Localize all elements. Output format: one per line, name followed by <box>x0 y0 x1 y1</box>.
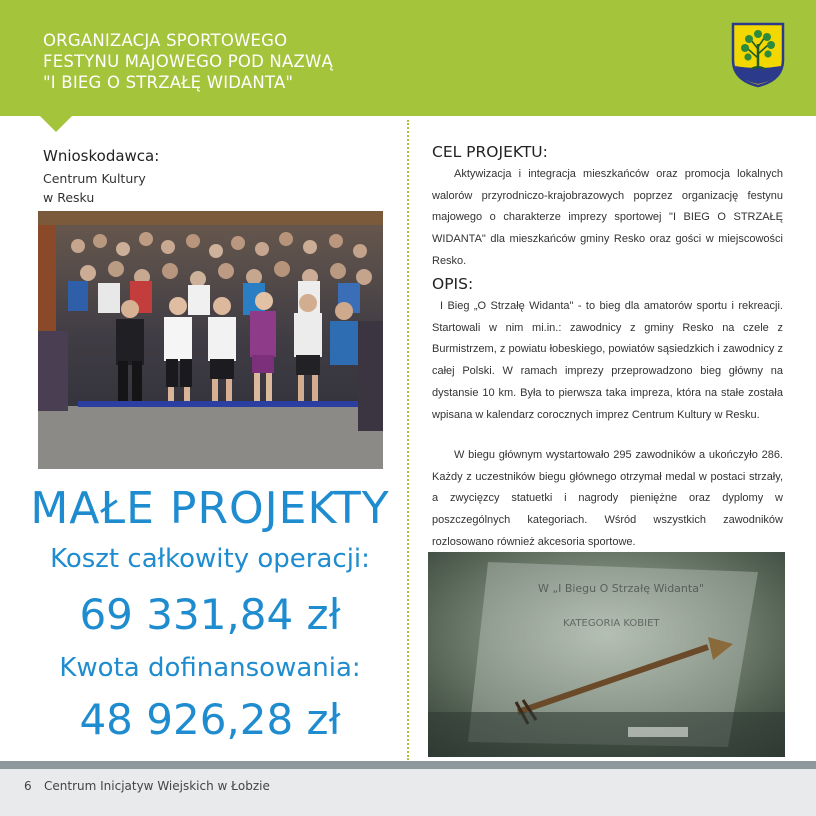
header-pointer <box>40 116 72 132</box>
applicant-label: Wnioskodawca: <box>43 147 160 165</box>
trophy-caption: W „I Biegu O Strzałę Widanta" <box>538 582 705 595</box>
grant-amount-value: 48 926,28 zł <box>79 695 341 744</box>
grant-amount-label: Kwota dofinansowania: <box>59 653 361 683</box>
footer-band <box>0 761 816 769</box>
page-title: ORGANIZACJA SPORTOWEGO FESTYNU MAJOWEGO POD NAZWĄ "I BIEG O STRZAŁĘ WIDANTA" <box>43 31 333 92</box>
goal-text: Aktywizacja i integracja mieszkańców oraz promocja lokalnych walorów przyrodniczo-krajobrazowych poprzez organizację festynu majowego o charakterze imprezy sportowej "I BIEG O STRZAŁĘ WIDANTA" dla mieszkańców gminy Resko oraz gości w miejscowości Resko. <box>432 168 783 267</box>
coat-of-arms-tree-icon <box>731 22 785 88</box>
applicant-name: Centrum Kultury w Resku <box>43 171 146 205</box>
description-paragraph-2: W biegu głównym wystartowało 295 zawodników a ukończyło 286. Każdy z uczestników biegu głównego otrzymał medal w postaci strzały, a zwycięzcy statuetki i nagrody pieniężne oraz dyplomy w poszczególnych kategoriach. Wśród wszystkich zawodników rozlosowano również akcesoria sportowe. <box>432 449 783 548</box>
program-title: MAŁE PROJEKTY <box>30 483 390 534</box>
header-banner <box>0 0 816 116</box>
trophy-category: KATEGORIA KOBIET <box>563 618 660 629</box>
trophy-photo <box>428 552 785 757</box>
description-paragraph-1: I Bieg „O Strzałę Widanta" - to bieg dla amatorów sportu i rekreacji. Startowali w nim mi.in.: zawodnicy z gminy Resko na czele z Burmistrzem, z powiatu łobeskiego, powiatów sąsiedzkich i zawodnicy z całej Polski. W ramach imprezy przeprowadzono bieg główny na dystansie 10 km. Była to pierwsza taka impreza, która na stałe została wpisana w kalendarz corocznych imprez Centrum Kultury w Resku. <box>432 300 783 421</box>
total-cost-label: Koszt całkowity operacji: <box>50 544 370 574</box>
description-heading: OPIS: <box>432 275 474 293</box>
goal-heading: CEL PROJEKTU: <box>432 143 548 161</box>
footer-publisher: Centrum Inicjatyw Wiejskich w Łobzie <box>44 779 270 793</box>
page-number: 6 <box>24 779 32 793</box>
total-cost-value: 69 331,84 zł <box>79 590 341 639</box>
footer <box>0 769 816 816</box>
runners-photo <box>38 211 383 469</box>
